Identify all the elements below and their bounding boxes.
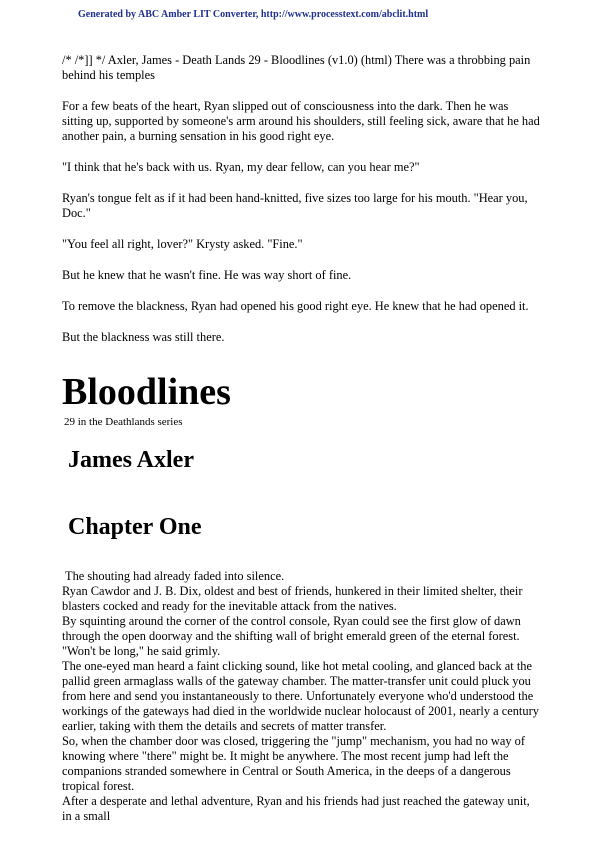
book-title: Bloodlines (62, 371, 231, 413)
author-name: James Axler (68, 447, 194, 473)
chapter-paragraph: The shouting had already faded into silence. (65, 569, 285, 583)
chapter-paragraph: "Won't be long," he said grimly. (62, 644, 221, 658)
front-paragraph: /* /*]] */ Axler, James - Death Lands 29 - Bloodlines (v1.0) (html) There was a throbbing pain behind his temples (62, 53, 531, 82)
series-line: 29 in the Deathlands series (64, 416, 183, 428)
front-paragraph: For a few beats of the heart, Ryan slipped out of consciousness into the dark. Then he was sitting up, supported by someone's arm around his shoulders, still feeling sick, aware that he had another pain, a burning sensation in his good right eye. (62, 99, 540, 143)
front-paragraph: "I think that he's back with us. Ryan, my dear fellow, can you hear me?" (62, 160, 420, 174)
front-paragraph: "You feel all right, lover?" Krysty asked. "Fine." (62, 237, 303, 251)
front-paragraph: To remove the blackness, Ryan had opened his good right eye. He knew that he had opened it. (62, 299, 529, 313)
generator-header: Generated by ABC Amber LIT Converter, http://www.processtext.com/abclit.html (78, 9, 429, 20)
chapter-body (62, 569, 542, 824)
front-paragraph: But the blackness was still there. (62, 330, 225, 344)
front-matter (62, 53, 542, 345)
chapter-heading: Chapter One (68, 514, 202, 540)
front-paragraph: But he knew that he wasn't fine. He was way short of fine. (62, 268, 352, 282)
chapter-paragraph: So, when the chamber door was closed, triggering the "jump" mechanism, you had no way of knowing where "there" might be. It might be anywhere. The most recent jump had left the companions stranded somewhere in Central or South America, in the deeps of a dangerous tropical forest. (62, 734, 525, 793)
chapter-paragraph: The one-eyed man heard a faint clicking sound, like hot metal cooling, and glanced back at the pallid green armaglass walls of the gateway chamber. The matter-transfer unit could pluck you from here and send you instantaneously to there. Unfortunately everyone who'd understood the workings of the gateways had died in the worldwide nuclear holocaust of 2001, nearly a century earlier, taking with them the details and secrets of matter transfer. (62, 659, 539, 733)
front-paragraph: Ryan's tongue felt as if it had been hand-knitted, five sizes too large for his mouth. "Hear you, Doc." (62, 191, 528, 220)
chapter-paragraph: After a desperate and lethal adventure, Ryan and his friends had just reached the gateway unit, in a small (62, 794, 530, 823)
chapter-paragraph: Ryan Cawdor and J. B. Dix, oldest and best of friends, hunkered in their limited shelter, their blasters cocked and ready for the inevitable attack from the natives. (62, 584, 523, 613)
chapter-paragraph: By squinting around the corner of the control console, Ryan could see the first glow of dawn through the open doorway and the shifting wall of bright emerald green of the eternal forest. (62, 614, 521, 643)
